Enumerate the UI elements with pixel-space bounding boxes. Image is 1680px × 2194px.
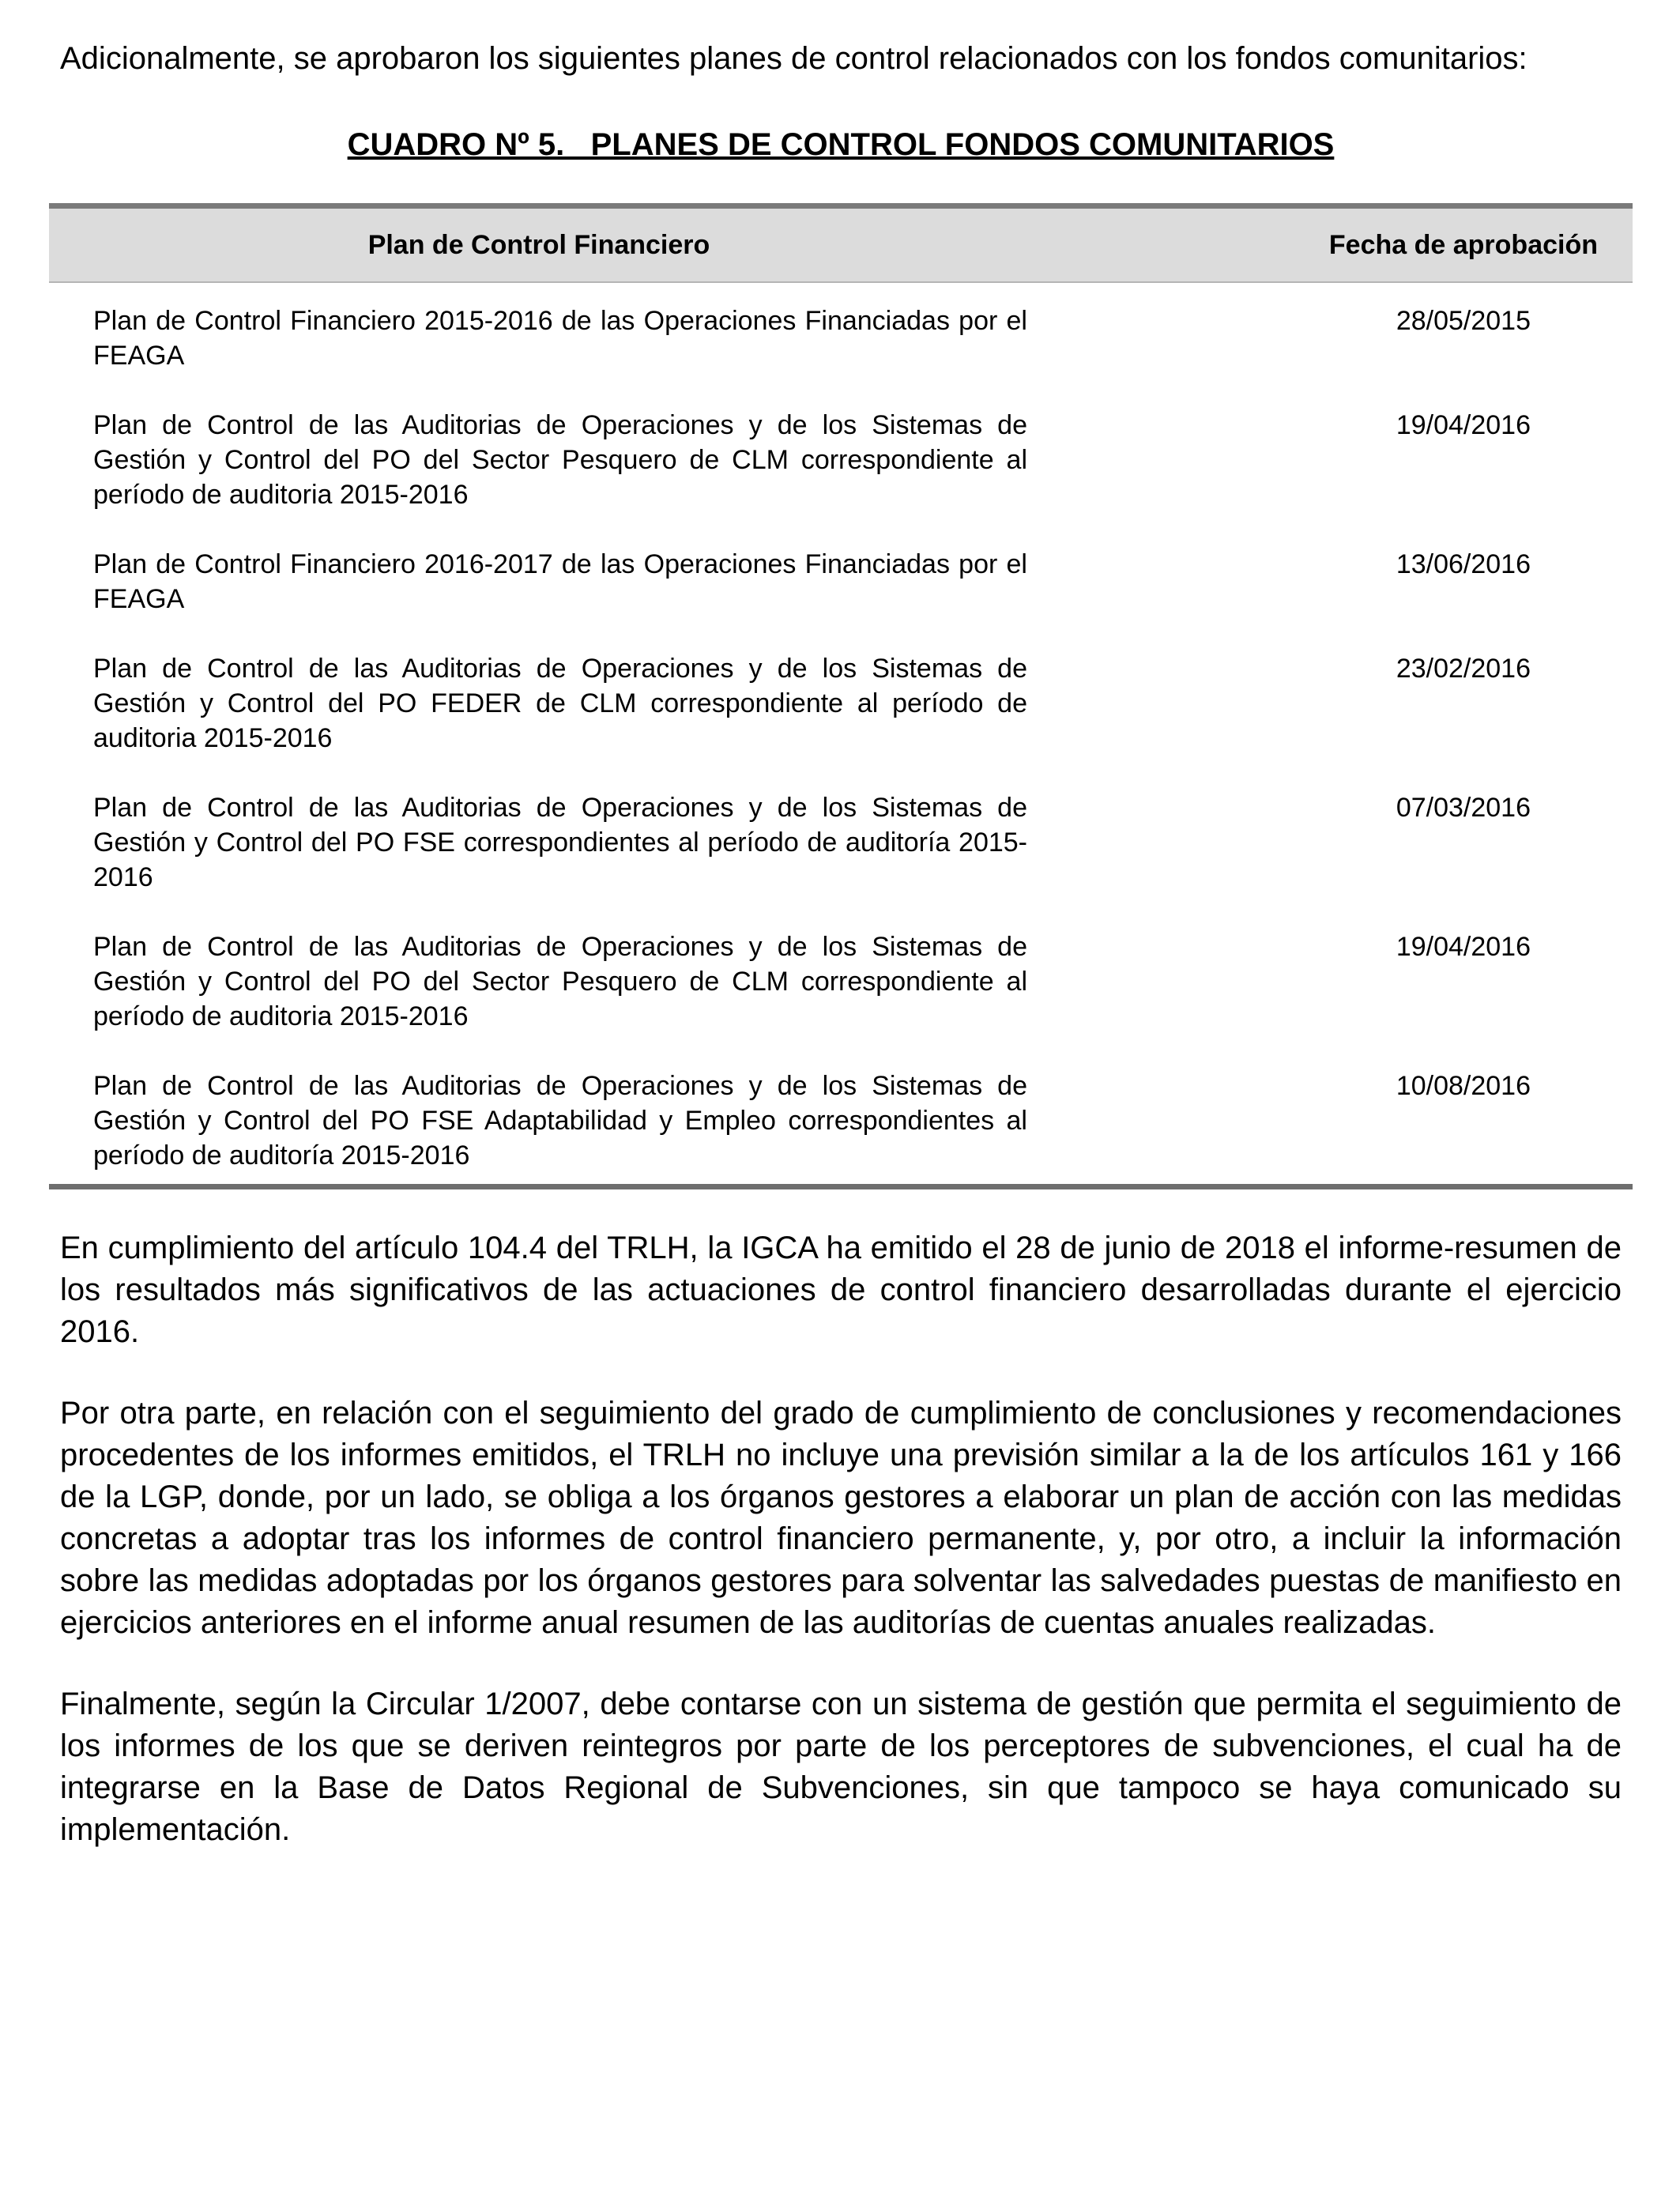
control-plans-table [49, 203, 1633, 1189]
table-row [49, 547, 1633, 651]
row-fecha: 10/08/2016 [1396, 1071, 1531, 1101]
row-plan: Plan de Control Financiero 2016-2017 de las Operaciones Financiadas por el FEAGA [93, 549, 1027, 614]
table-row [49, 790, 1633, 929]
row-plan: Plan de Control de las Auditorias de Operaciones y de los Sistemas de Gestión y Control del PO FSE correspondientes al período de auditoría 2015-2016 [93, 793, 1027, 892]
intro-paragraph: Adicionalmente, se aprobaron los siguientes planes de control relacionados con los fondos comunitarios: [60, 41, 1527, 76]
row-plan: Plan de Control Financiero 2015-2016 de las Operaciones Financiadas por el FEAGA [93, 306, 1027, 371]
row-fecha: 23/02/2016 [1396, 654, 1531, 684]
table-row [49, 929, 1633, 1069]
row-fecha: 28/05/2015 [1396, 306, 1531, 336]
table-row [49, 1069, 1633, 1173]
row-plan: Plan de Control de las Auditorias de Operaciones y de los Sistemas de Gestión y Control del PO FSE Adaptabilidad y Empleo correspondientes al período de auditoría 2015-2016 [93, 1071, 1027, 1171]
table-title: CUADRO Nº 5. PLANES DE CONTROL FONDOS COMUNITARIOS [347, 127, 1335, 162]
document-page [60, 38, 1622, 1851]
row-fecha: 19/04/2016 [1396, 932, 1531, 962]
table-row [49, 651, 1633, 790]
table-header-row [49, 209, 1633, 283]
row-plan: Plan de Control de las Auditorias de Operaciones y de los Sistemas de Gestión y Control del PO FEDER de CLM correspondiente al período de auditoria 2015-2016 [93, 654, 1027, 753]
row-plan: Plan de Control de las Auditorias de Operaciones y de los Sistemas de Gestión y Control del PO del Sector Pesquero de CLM correspondiente al período de auditoria 2015-2016 [93, 932, 1027, 1031]
table-bottom-rule [49, 1184, 1633, 1189]
body-paragraph: Finalmente, según la Circular 1/2007, debe contarse con un sistema de gestión que permita el seguimiento de los informes de los que se deriven reintegros por parte de los perceptores de subvenciones, el cual ha de integrarse en la Base de Datos Regional de Subvenciones, sin que tampoco se haya comunicado su implementación. [60, 1687, 1622, 1847]
table-row [49, 408, 1633, 547]
body-paragraph: Por otra parte, en relación con el seguimiento del grado de cumplimiento de conclusiones y recomendaciones procedentes de los informes emitidos, el TRLH no incluye una previsión similar a la de los artículos 161 y 166 de la LGP, donde, por un lado, se obliga a los órganos gestores a elaborar un plan de acción con las medidas concretas a adoptar tras los informes de control financiero permanente, y, por otro, a incluir la información sobre las medidas adoptadas por los órganos gestores para solventar las salvedades puestas de manifiesto en ejercicios anteriores en el informe anual resumen de las auditorías de cuentas anuales realizadas. [60, 1396, 1622, 1640]
row-fecha: 19/04/2016 [1396, 410, 1531, 440]
row-fecha: 07/03/2016 [1396, 793, 1531, 823]
row-fecha: 13/06/2016 [1396, 549, 1531, 579]
row-plan: Plan de Control de las Auditorias de Operaciones y de los Sistemas de Gestión y Control del PO del Sector Pesquero de CLM correspondiente al período de auditoria 2015-2016 [93, 410, 1027, 510]
table-row [49, 303, 1633, 408]
header-plan: Plan de Control Financiero [367, 230, 710, 260]
table-body [49, 283, 1633, 1184]
table-top-rule [49, 203, 1633, 209]
body-paragraph: En cumplimiento del artículo 104.4 del TRLH, la IGCA ha emitido el 28 de junio de 2018 el informe-resumen de los resultados más significativos de las actuaciones de control financiero desarrolladas durante el ejercicio 2016. [60, 1231, 1622, 1349]
header-fecha: Fecha de aprobación [1328, 230, 1598, 260]
